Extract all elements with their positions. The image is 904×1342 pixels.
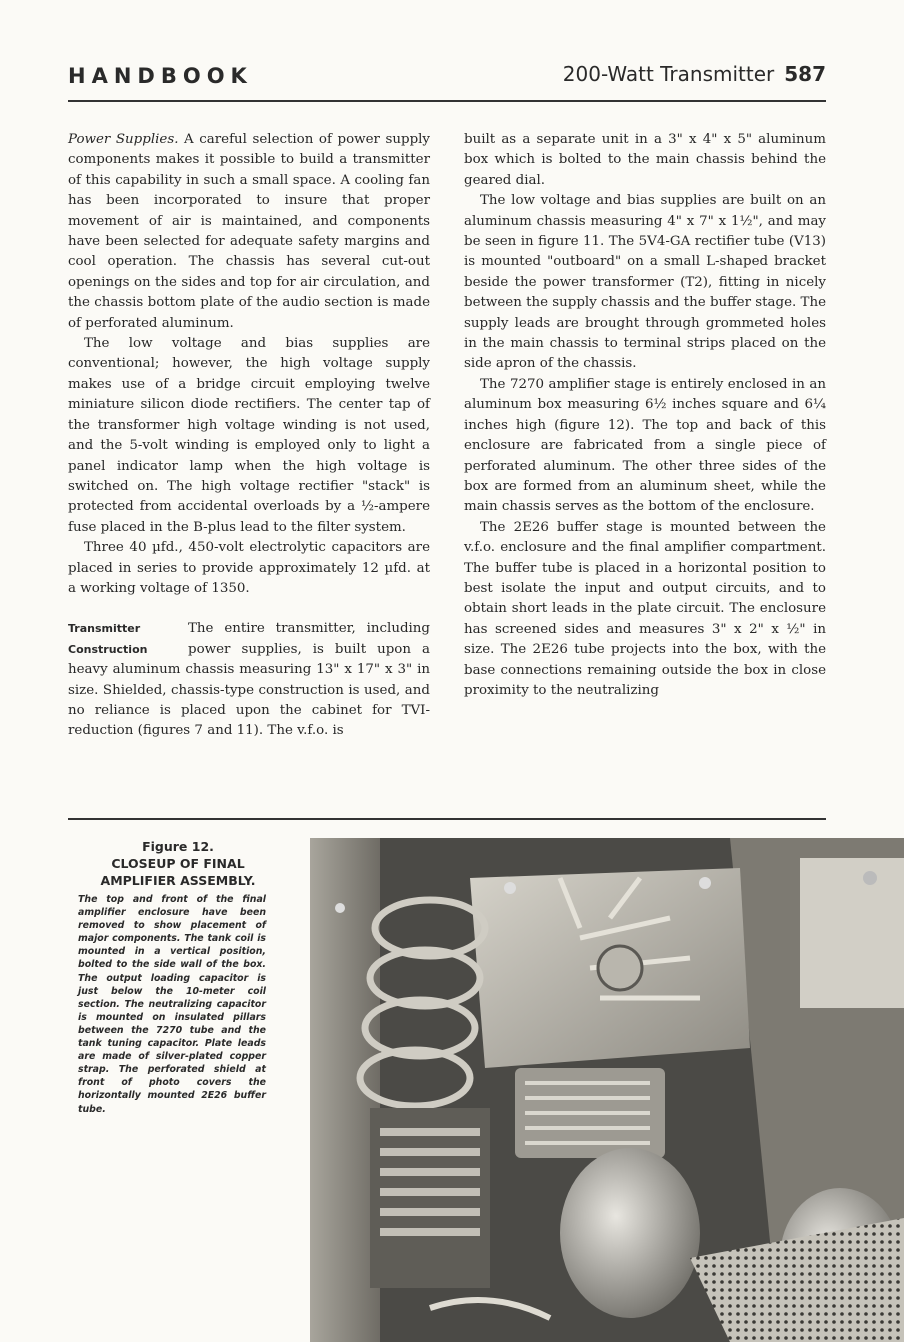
amplifier-photo-illustration — [310, 838, 904, 1342]
bolt-2 — [699, 877, 711, 889]
running-head — [563, 62, 826, 86]
construction-section — [68, 619, 430, 741]
amplifier-photo — [310, 838, 904, 1342]
paragraph-lead: Power Supplies. — [68, 132, 179, 147]
paragraph-power-supplies — [68, 130, 430, 334]
bolt-4 — [335, 903, 345, 913]
bolt-1 — [504, 882, 516, 894]
paragraph-capacitors: Three 40 µfd., 450-volt electrolytic capacitors are placed in series to provide approximately 12 µfd. at a working voltage of 1350. — [68, 540, 430, 596]
left-column — [68, 130, 430, 742]
page-number: 587 — [784, 62, 826, 86]
handbook-title: HANDBOOK — [68, 64, 253, 88]
paragraph-buffer-stage: The 2E26 buffer stage is mounted between the v.f.o. enclosure and the final amplifier compartment. The buffer tube is placed in a horizontal position to best isolate the input and output circuits, and to obtain short leads in the plate circuit. The enclosure has screened sides and measures 3" x 2" x ½" in size. The 2E26 tube projects into the box, with the base connections remaining outside the box in close proximity to the neutralizing — [464, 519, 826, 698]
paragraph-vfo-box: built as a separate unit in a 3" x 4" x 5" aluminum box which is bolted to the main chassis behind the geared dial. — [464, 132, 826, 188]
side-heading — [68, 619, 188, 660]
side-heading-line-1: Transmitter — [68, 622, 141, 636]
amplifier-tube-7270 — [560, 1148, 700, 1318]
paragraph-construction: The entire transmitter, including power supplies, is built upon a heavy aluminum chassis measuring 13" x 17" x 3" in size. Shielded, chassis-type construction is used, and no reliance is placed upon the cabinet for TVI-reduction (figures 7 and 11). The v.f.o. is — [68, 621, 430, 739]
side-heading-line-2: Construction — [68, 642, 148, 656]
figure-number: Figure 12. — [142, 839, 214, 854]
page-header — [68, 64, 826, 102]
bolt-3 — [863, 871, 877, 885]
figure-caption — [72, 838, 284, 1116]
figure-title: CLOSEUP OF FINAL AMPLIFIER ASSEMBLY. — [100, 856, 256, 888]
figure-divider — [68, 818, 826, 820]
figure-caption-text: The top and front of the final amplifier enclosure have been removed to show placement of major components. The tank coil is mounted in a vertical position, bolted to the side wall of the box. The output loading capacitor is just below the 10-meter coil section. The neutralizing capacitor is mounted on insulated pillars between the 7270 tube and the tank tuning capacitor. Plate leads are made of silver-plated copper strap. The perforated shield at front of photo covers the horizontally mounted 2E26 buffer tube. — [78, 894, 266, 1115]
section-title: 200-Watt Transmitter — [562, 62, 775, 86]
paragraph-supply-chassis: The low voltage and bias supplies are built on an aluminum chassis measuring 4" x 7" x 1½", and may be seen in figure 11. The 5V4-GA rectifier tube (V13) is mounted "outboard" on a small L-shaped bracket beside the power transformer (T2), fitting in nicely between the supply chassis and the buffer stage. The supply leads are brought through grommeted holes in the main chassis to terminal strips placed on the side apron of the chassis. — [464, 193, 826, 372]
paragraph-text: A careful selection of power supply components makes it possible to build a transmitter of this capability in such a small space. A cooling fan has been incorporated to insure that proper movement of air is maintained, and components have been selected for adequate safety margins and cool operation. The chassis has several cut-out openings on the sides and top for air circulation, and the chassis bottom plate of the audio section is made of perforated aluminum. — [68, 132, 430, 331]
right-column — [464, 130, 826, 701]
paragraph-amplifier-enclosure: The 7270 amplifier stage is entirely enclosed in an aluminum box measuring 6½ inches square and 6¼ inches high (figure 12). The top and back of this enclosure are fabricated from a single piece of perforated aluminum. The other three sides of the box are formed from an aluminum sheet, while the main chassis serves as the bottom of the enclosure. — [464, 376, 826, 515]
capacitor-hub — [598, 946, 642, 990]
right-component-block — [800, 858, 904, 1008]
paragraph-bias-supplies: The low voltage and bias supplies are conventional; however, the high voltage supply makes use of a bridge circuit employing twelve miniature silicon diode rectifiers. The center tap of the transformer high voltage winding is not used, and the 5-volt winding is employed only to light a panel indicator lamp when the high voltage is switched on. The high voltage rectifier "stack" is protected from accidental overloads by a ½-ampere fuse placed in the B-plus lead to the filter system. — [68, 336, 430, 535]
